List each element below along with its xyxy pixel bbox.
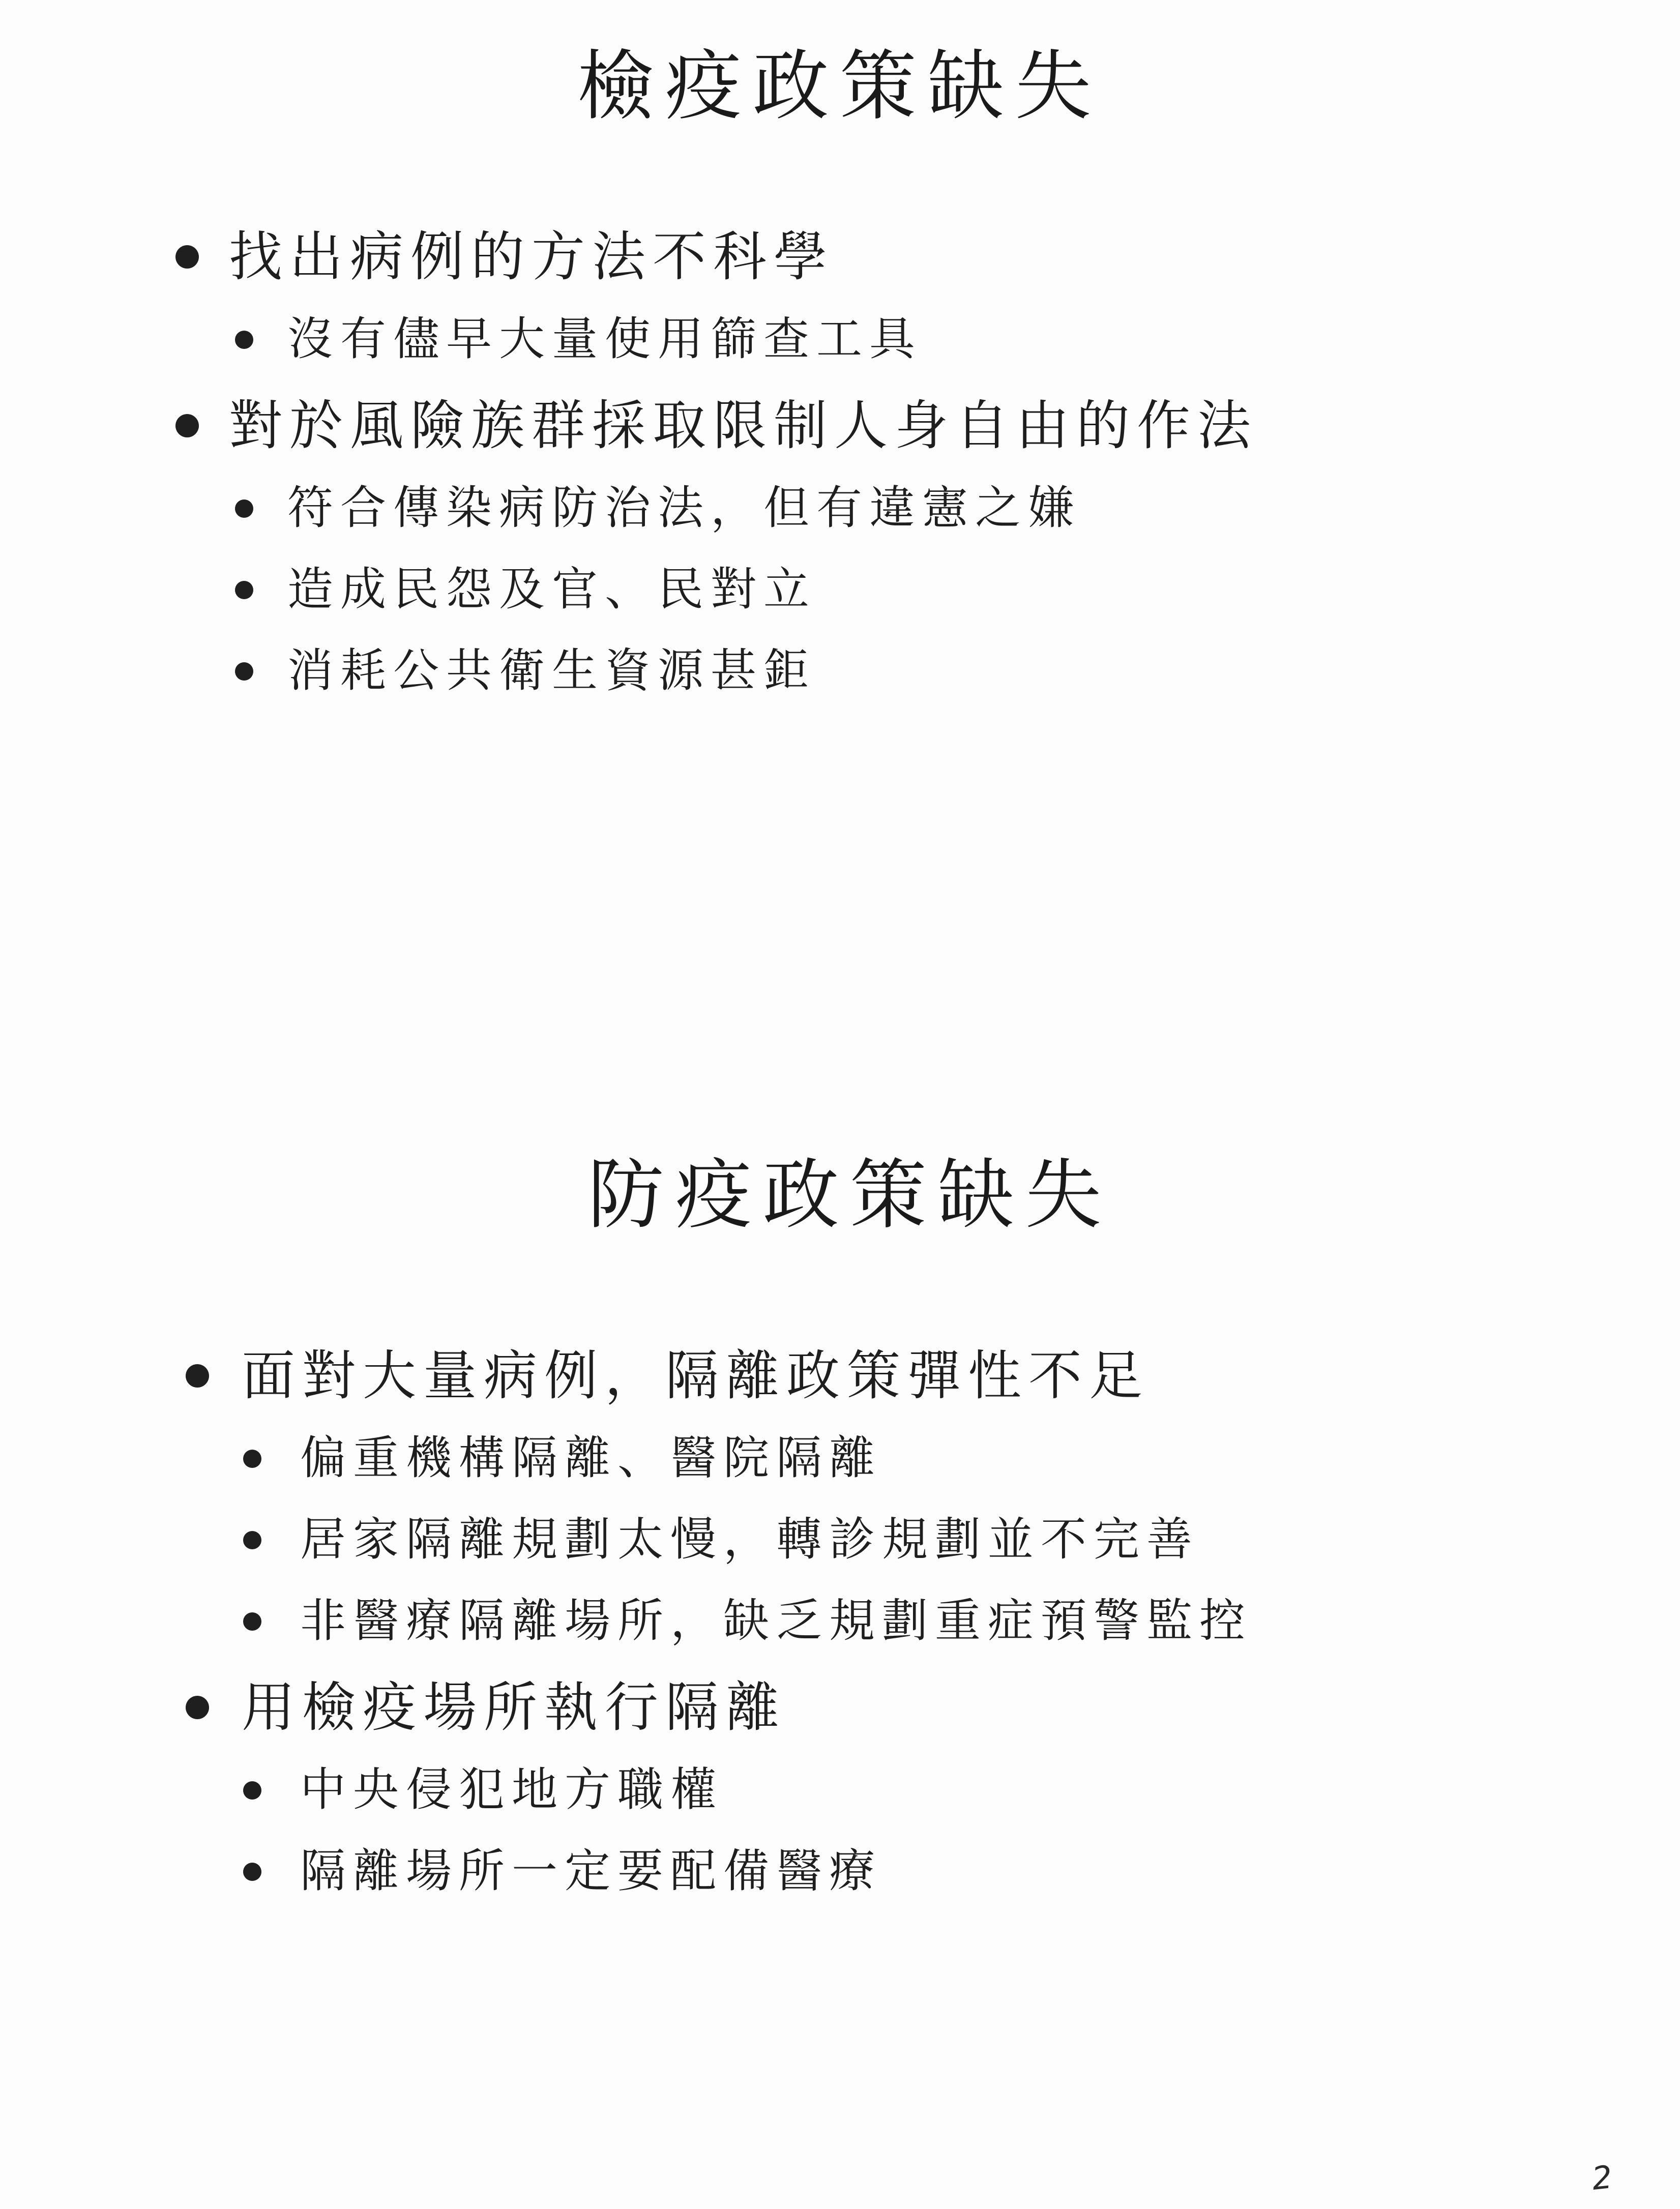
- bullet-dot-icon: [186, 1696, 209, 1719]
- bullet-list: [0, 1338, 1680, 1904]
- bullet-text: 用檢疫場所執行隔離: [242, 1676, 787, 1739]
- sub-bullet-item: [0, 1507, 1680, 1573]
- sub-bullet-text: 符合傳染病防治法，但有違憲之嫌: [287, 481, 1081, 535]
- bullet-item: [0, 1669, 1680, 1746]
- sub-bullet-text: 非醫療隔離場所，缺乏規劃重症預警監控: [300, 1594, 1252, 1647]
- bullet-dot-icon: [235, 499, 253, 518]
- sub-bullet-item: [0, 306, 1680, 372]
- bullet-dot-icon: [243, 1531, 261, 1549]
- slide-quarantine-policy: [0, 31, 1680, 719]
- sub-bullet-text: 沒有儘早大量使用篩查工具: [287, 312, 922, 366]
- page-number: 2: [1590, 2158, 1614, 2197]
- bullet-text: 找出病例的方法不科學: [229, 226, 835, 288]
- sub-bullet-item: [0, 1425, 1680, 1491]
- bullet-dot-icon: [235, 662, 253, 681]
- sub-bullet-text: 造成民怨及官、民對立: [287, 563, 816, 616]
- sub-bullet-item: [0, 638, 1680, 704]
- bullet-item: [0, 1338, 1680, 1414]
- sub-bullet-text: 居家隔離規劃太慢，轉診規劃並不完善: [300, 1513, 1199, 1566]
- bullet-item: [0, 388, 1680, 464]
- bullet-list: [0, 219, 1680, 704]
- bullet-dot-icon: [186, 1364, 209, 1388]
- bullet-dot-icon: [243, 1781, 261, 1800]
- bullet-dot-icon: [243, 1612, 261, 1631]
- bullet-dot-icon: [175, 414, 199, 437]
- bullet-text: 對於風險族群採取限制人身自由的作法: [229, 395, 1258, 457]
- slide-title: 檢疫政策缺失: [577, 42, 1103, 131]
- sub-bullet-text: 隔離場所一定要配備醫療: [300, 1844, 882, 1898]
- sub-bullet-text: 消耗公共衛生資源甚鉅: [287, 644, 816, 697]
- sub-bullet-text: 偏重機構隔離、醫院隔離: [300, 1431, 882, 1485]
- bullet-text: 面對大量病例，隔離政策彈性不足: [242, 1345, 1150, 1407]
- sub-bullet-text: 中央侵犯地方職權: [300, 1763, 723, 1816]
- bullet-dot-icon: [235, 581, 253, 599]
- sub-bullet-item: [0, 1838, 1680, 1904]
- slide-epidemic-prevention-policy: [0, 1139, 1680, 1920]
- bullet-item: [0, 219, 1680, 295]
- bullet-dot-icon: [243, 1863, 261, 1881]
- bullet-dot-icon: [235, 331, 253, 349]
- sub-bullet-item: [0, 475, 1680, 541]
- slide-title: 防疫政策缺失: [587, 1151, 1113, 1240]
- bullet-dot-icon: [243, 1450, 261, 1468]
- bullet-dot-icon: [175, 245, 199, 269]
- sub-bullet-item: [0, 1588, 1680, 1654]
- sub-bullet-item: [0, 1757, 1680, 1823]
- sub-bullet-item: [0, 556, 1680, 623]
